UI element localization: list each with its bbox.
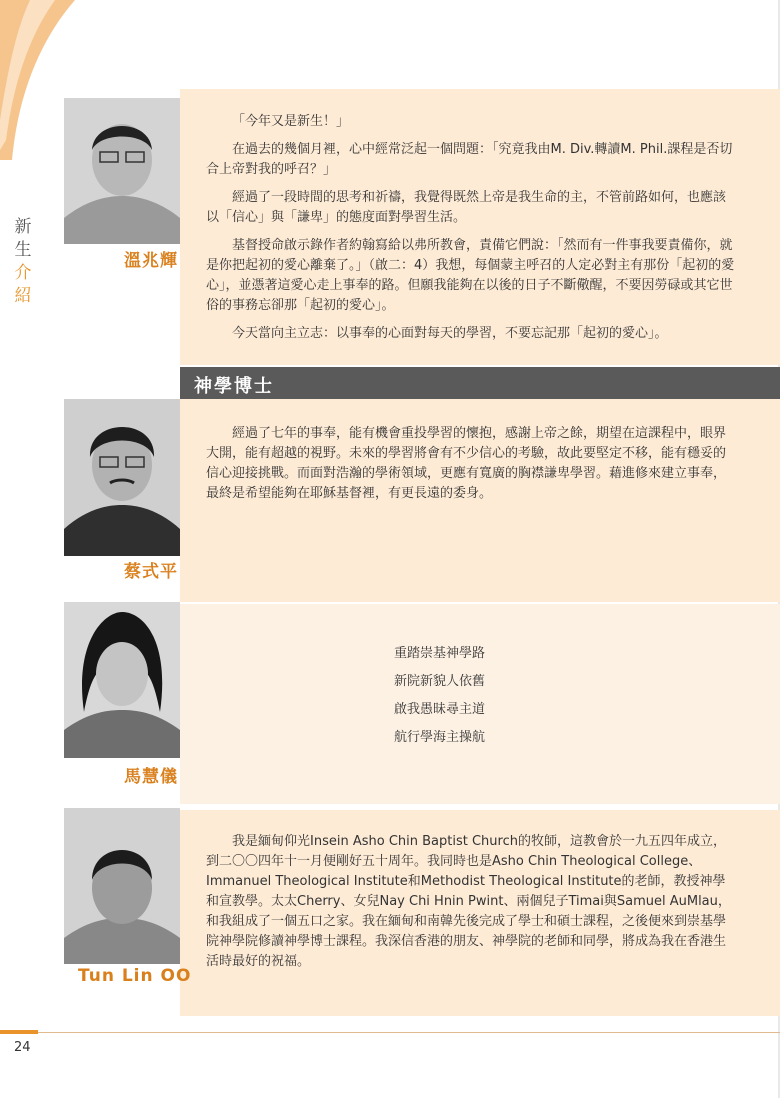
footer-rule xyxy=(38,1032,780,1033)
section-side-label xyxy=(12,216,34,308)
poem-line: 新院新貌人依舊 xyxy=(394,674,486,689)
profile-text xyxy=(206,424,738,512)
paragraph: 「今年又是新生！」 xyxy=(232,114,350,129)
poem-line: 航行學海主操航 xyxy=(394,730,486,745)
paragraph: 經過了七年的事奉，能有機會重投學習的懷抱，感謝上帝之餘，期望在這課程中，眼界大開，能有超越的視野。未來的學習將會有不少信心的考驗，故此要堅定不移，能有穩妥的信心迎接挑戰。而面對浩瀚的學術領域，更應有寬廣的胸襟謙卑學習。藉進修來建立事奉，最終是希望能夠在耶穌基督裡，有更長遠的委身。 xyxy=(206,426,727,501)
profile-text xyxy=(206,832,738,980)
section-banner xyxy=(180,367,780,399)
section-heading: 神學博士 xyxy=(194,376,274,397)
side-label-char: 介 xyxy=(14,263,32,283)
side-label-char: 新 xyxy=(14,217,32,237)
poem-line: 重踏崇基神學路 xyxy=(394,646,486,661)
footer-accent xyxy=(0,1030,38,1034)
paragraph: 經過了一段時間的思考和祈禱，我覺得既然上帝是我生命的主，不管前路如何，也應該以「信心」與「謙卑」的態度面對學習生活。 xyxy=(206,190,727,225)
poem-line: 啟我愚昧尋主道 xyxy=(394,702,486,717)
person-name: 蔡式平 xyxy=(124,562,178,582)
person-name: 馬慧儀 xyxy=(124,767,178,787)
person-name: 溫兆輝 xyxy=(124,251,178,271)
paragraph: 在過去的幾個月裡，心中經常泛起一個問題：「究竟我由M. Div.轉讀M. Phil.課程是否切合上帝對我的呼召？」 xyxy=(206,142,733,177)
profile-photo xyxy=(64,602,180,758)
profile-photo xyxy=(64,98,180,244)
side-label-char: 紹 xyxy=(14,286,32,306)
person-name: Tun Lin OO xyxy=(78,966,192,986)
paragraph: 我是緬甸仰光Insein Asho Chin Baptist Church的牧師，這教會於一九五四年成立，到二〇〇四年十一月便剛好五十周年。我同時也是Asho Chin Theological College、Immanuel Theological Institute和Methodist Theological Institute的老師，教授神學和宣教學。太太Cherry、女兒Nay Chi Hnin Pwint、兩個兒子Timai與Samuel AuMlau，和我組成了一個五口之家。我在緬甸和南韓先後完成了學士和碩士課程，之後便來到崇基學院神學院修讀神學博士課程。我深信香港的朋友、神學院的老師和同學，將成為我在香港生活時最好的祝福。 xyxy=(206,834,731,969)
profile-text xyxy=(206,112,738,352)
page-number: 24 xyxy=(14,1040,31,1055)
profile-photo xyxy=(64,399,180,556)
paragraph: 基督授命啟示錄作者約翰寫給以弗所教會，責備它們說：「然而有一件事我要責備你，就是你把起初的愛心離棄了。」（啟二：4）我想，每個蒙主呼召的人定必對主有那份「起初的愛心」，並憑著這愛心走上事奉的路。但願我能夠在以後的日子不斷儆醒，不要因勞碌或其它世俗的事務忘卻那「起初的愛心」。 xyxy=(206,238,735,313)
side-label-char: 生 xyxy=(14,240,32,260)
paragraph: 今天當向主立志：以事奉的心面對每天的學習，不要忘記那「起初的愛心」。 xyxy=(232,326,668,341)
poem xyxy=(394,640,485,752)
profile-photo xyxy=(64,808,180,964)
